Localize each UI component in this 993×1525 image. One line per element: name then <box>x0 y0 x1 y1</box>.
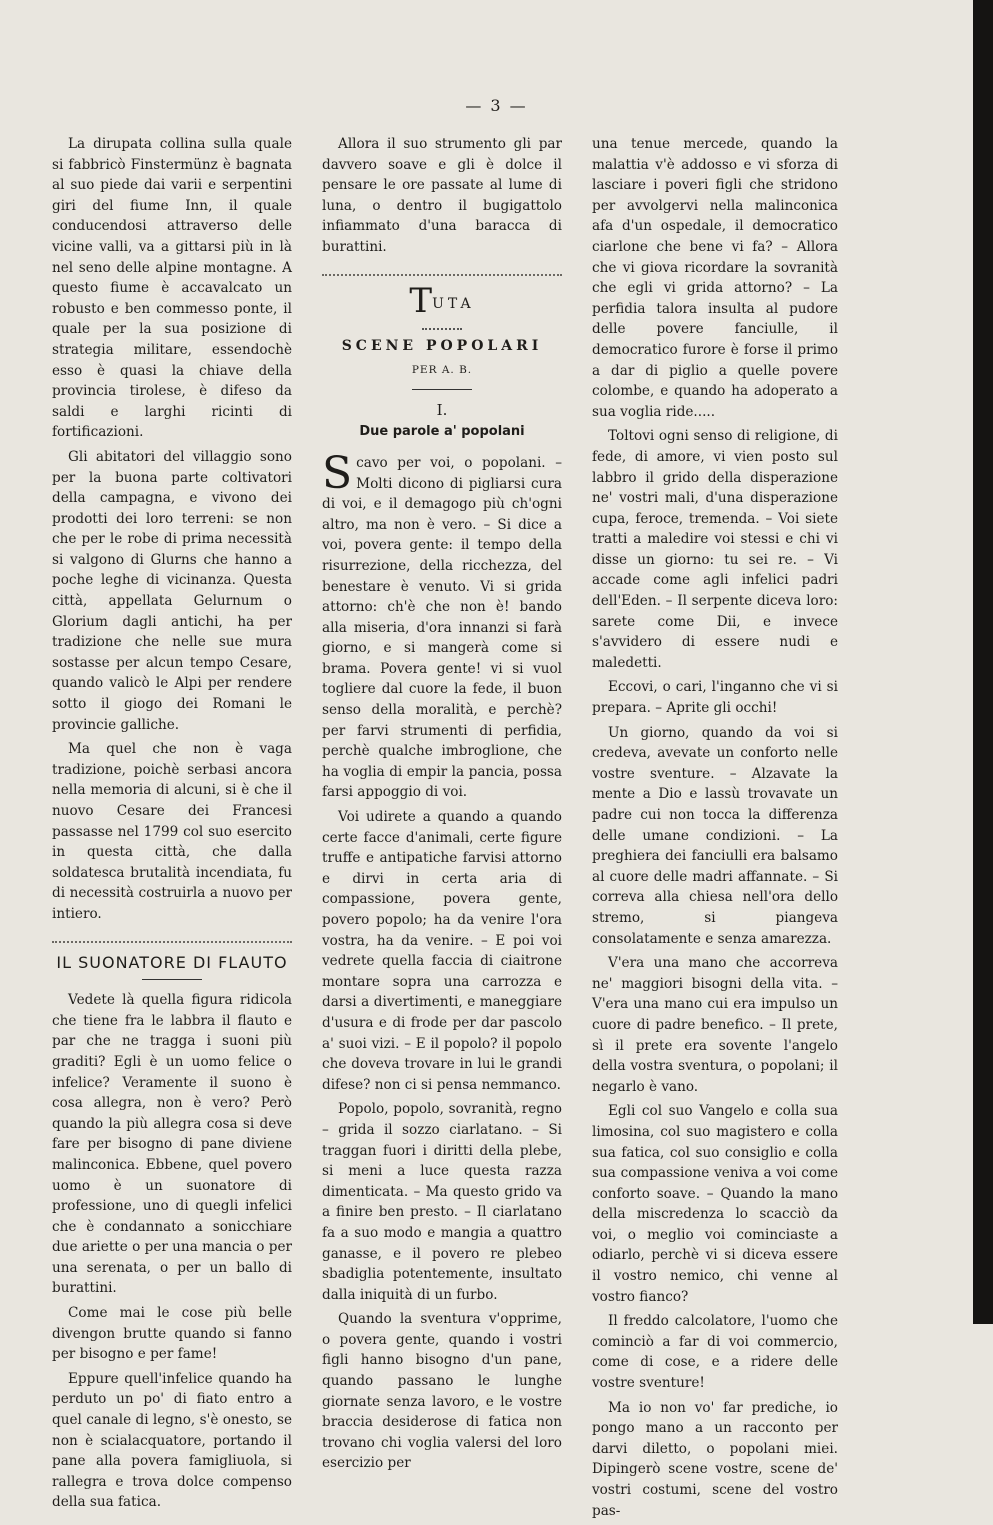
paragraph: Allora il suo strumento gli par davvero soave e gli è dolce il pensare le ore passate al lume di luna, o dentro il bugigattolo infiammato d'una baracca di burattini. <box>322 136 562 255</box>
paragraph: Voi udirete a quando a quando certe facce d'animali, certe figure truffe e antipatiche farvisi attorno e dirvi in certa aria di compassione, povera gente, povero popolo; ha da venire l'ora vostra, ha da venire. – E poi voi vedrete quella faccia di ciaitrone montare sopra una carrozza e darsi a divertimenti, e maneggiare d'usura e di frode per dar pascolo a' suoi vizi. – E il popolo? il popolo che doveva trovare in lui le grandi difese? non ci si pensa nemmanco. <box>322 809 562 1093</box>
chapter-title: Due parole a' popolani <box>359 424 525 440</box>
paragraph: Quando la sventura v'opprime, o povera gente, quando i vostri figli hanno bisogno d'un pane, quando passano le lunghe giornate senza lavoro, e le vostre braccia desiderose di fatica non trovano chi voglia valersi del loro esercizio per <box>322 1311 562 1472</box>
paragraph: Toltovi ogni senso di religione, di fede, di amore, vi vien posto sul labbro il grido della disperazione ne' vostri mali, d'una disperazione cupa, feroce, tremenda. – Voi siete tratti a maledire voi stessi e chi vi disse un giorno: tu sei re. – Vi accade come agli infelici padri dell'Eden. – Il serpente diceva loro: sarete come Dii, e invece s'avvidero di essere nudi e maledetti. <box>592 428 838 671</box>
column-2 <box>322 134 562 1478</box>
ornamental-divider <box>322 266 562 276</box>
scan-border <box>973 0 993 1324</box>
title-initial: T <box>409 280 433 321</box>
article-subtitle: SCENE POPOLARI <box>341 337 543 354</box>
title-rule <box>412 389 472 390</box>
ornamental-divider <box>52 933 292 943</box>
paragraph: Eccovi, o cari, l'inganno che vi si prepara. – Aprite gli occhi! <box>592 679 838 717</box>
first-paragraph-text: cavo per voi, o popolani. – Molti dicono di pigliarsi cura di voi, e il demagogo più ch'ogni altro, ma non è vero. – Si dice a voi, povera gente: il tempo della risurrezione, della ricchezza, del benestare è venuto. Vi si grida attorno: ch'è che non è! bando alla miseria, d'ora innanzi si farà giorno, e si mangerà come si brama. Povera gente! vi si vuol togliere dal cuore la fede, il buon senso della moralità, e perchè? per farvi strumenti di perfidia, perchè qualche imbroglione, che ha voglia di empir la pancia, possa farsi appoggio di voi. <box>322 454 562 801</box>
section-title: IL SUONATORE DI FLAUTO <box>56 952 288 972</box>
paragraph: La dirupata collina sulla quale si fabbricò Finstermünz è bagnata al suo piede dai varii e serpentini giri del fiume Inn, il quale conducendosi attraverso delle vicine valli, va a gittarsi più in là nel seno delle alpine montagne. A questo fiume è accavalcato un robusto e ben commesso ponte, il quale per la sua posizione di strategia militare, essendochè esso è quasi la chiave della provincia tirolese, è difeso da saldi e larghi ricinti di fortificazioni. <box>52 136 292 441</box>
title-rest: UTA <box>432 295 475 312</box>
paragraph: Come mai le cose più belle divengon brutte quando si fanno per bisogno e per fame! <box>52 1305 292 1363</box>
paragraph: Ma io non vo' far prediche, io pongo mano a un racconto per darvi diletto, o popolani miei. Dipingerò scene vostre, scene de' vostri costumi, scene del vostro pas- <box>592 1399 838 1519</box>
page-number: — 3 — <box>465 96 528 115</box>
small-ornament <box>422 328 462 330</box>
paragraph: V'era una mano che accorreva ne' maggiori bisogni della vita. – V'era una mano cui era impulso un cuore di padre benefico. – Il prete, sì il prete era sovente l'angelo della vostra sventura, o popolani; il negarlo è vano. <box>592 955 838 1095</box>
paragraph: una tenue mercede, quando la malattia v'è addosso e vi sforza di lasciare i poveri figli che stridono per avvolgervi nella malinconica afa d'un ospedale, il democratico ciarlone che bene vi fa? – Allora che vi giova ricordare la sovranità che egli vi grida attorno? – La perfidia talora insulta al pudore delle povere fanciulle, il democratico furore è forse il primo a dar di piglio a quelle povere colombe, e quando ha adoperato a sua voglia ride..... <box>592 136 838 420</box>
paragraph: Egli col suo Vangelo e colla sua limosina, col suo magistero e colla sua fatica, col suo consiglio e colla sua compassione veniva a voi come conforto soave. – Quando la mano della miscredenza lo scacciò da voi, o meglio voi cominciaste a odiarlo, perchè vi si diceva essere il vostro nemico, chi venne al vostro fianco? <box>592 1103 838 1305</box>
column-3 <box>592 134 838 1525</box>
drop-cap: S <box>322 447 353 499</box>
paragraph: Un giorno, quando da voi si credeva, avevate un conforto nelle vostre sventure. – Alzavate la mente a Dio e lassù trovavate un padre cui non tocca la differenza delle umane condizioni. – La preghiera dei fanciulli era balsamo al cuore delle madri affannate. – Si correva alla chiesa nell'ora dello stremo, si piangeva consolatamente e senza amarezza. <box>592 724 838 947</box>
article-title <box>322 280 562 321</box>
first-paragraph <box>322 447 562 803</box>
byline: PER A. B. <box>411 364 473 377</box>
paragraph: Popolo, popolo, sovranità, regno – grida il sozzo ciarlatano. – Si traggan fuori i diritti della plebe, si meni a luce questa razza dimenticata. – Ma questo grido va a finire ben presto. – Il ciarlatano fa a suo modo e mangia a quattro ganasse, e il povero re plebeo sbadiglia potentemente, insultato dalla iniquità di un furbo. <box>322 1101 562 1303</box>
paragraph: Gli abitatori del villaggio sono per la buona parte coltivatori della campagna, e vivono dei prodotti dei loro terreni: se non che per le robe di prima necessità si valgono di Glurns che hanno a poche leghe di vicinanza. Questa città, appellata Gelurnum o Glorium dagli antichi, ha per tradizione che nelle sue mura sostasse per alcun tempo Cesare, quando valicò le Alpi per rendere sotto il giogo dei Romani le provincie galliche. <box>52 448 292 733</box>
paragraph: Il freddo calcolatore, l'uomo che cominciò a far di voi commercio, come di cose, e a ridere delle vostre sventure! <box>592 1313 838 1392</box>
title-rule <box>142 979 202 980</box>
column-1 <box>52 134 292 1517</box>
chapter-number: I. <box>436 400 448 419</box>
paragraph: Vedete là quella figura ridicola che tiene fra le labbra il flauto e par che ne tragga i suoni più graditi? Egli è un uomo felice o infelice? Veramente il suono è cosa allegra, non è vero? Però quando la più allegra cosa si deve fare per bisogno di pane diviene malinconica. Ebbene, quel povero uomo è un suonatore di professione, uno di quegli infelici che è condannato a sonicchiare due ariette o per una mancia o per una serenata, o per un ballo di burattini. <box>52 992 293 1297</box>
paragraph: Eppure quell'infelice quando ha perduto un po' di fiato entro a quel canale di legno, s'è onesto, se non è scialacquatore, portando il pane alla povera famigliuola, si rallegra e trova dolce compenso della sua fatica. <box>52 1370 292 1511</box>
paragraph: Ma quel che non è vaga tradizione, poichè serbasi ancora nella memoria di alcuni, si è che il nuovo Cesare dei Francesi passasse nel 1799 col suo esercito in questa città, che dalla soldatesca brutalità incendiata, fu di necessità costruirla a nuovo per intiero. <box>52 741 292 922</box>
